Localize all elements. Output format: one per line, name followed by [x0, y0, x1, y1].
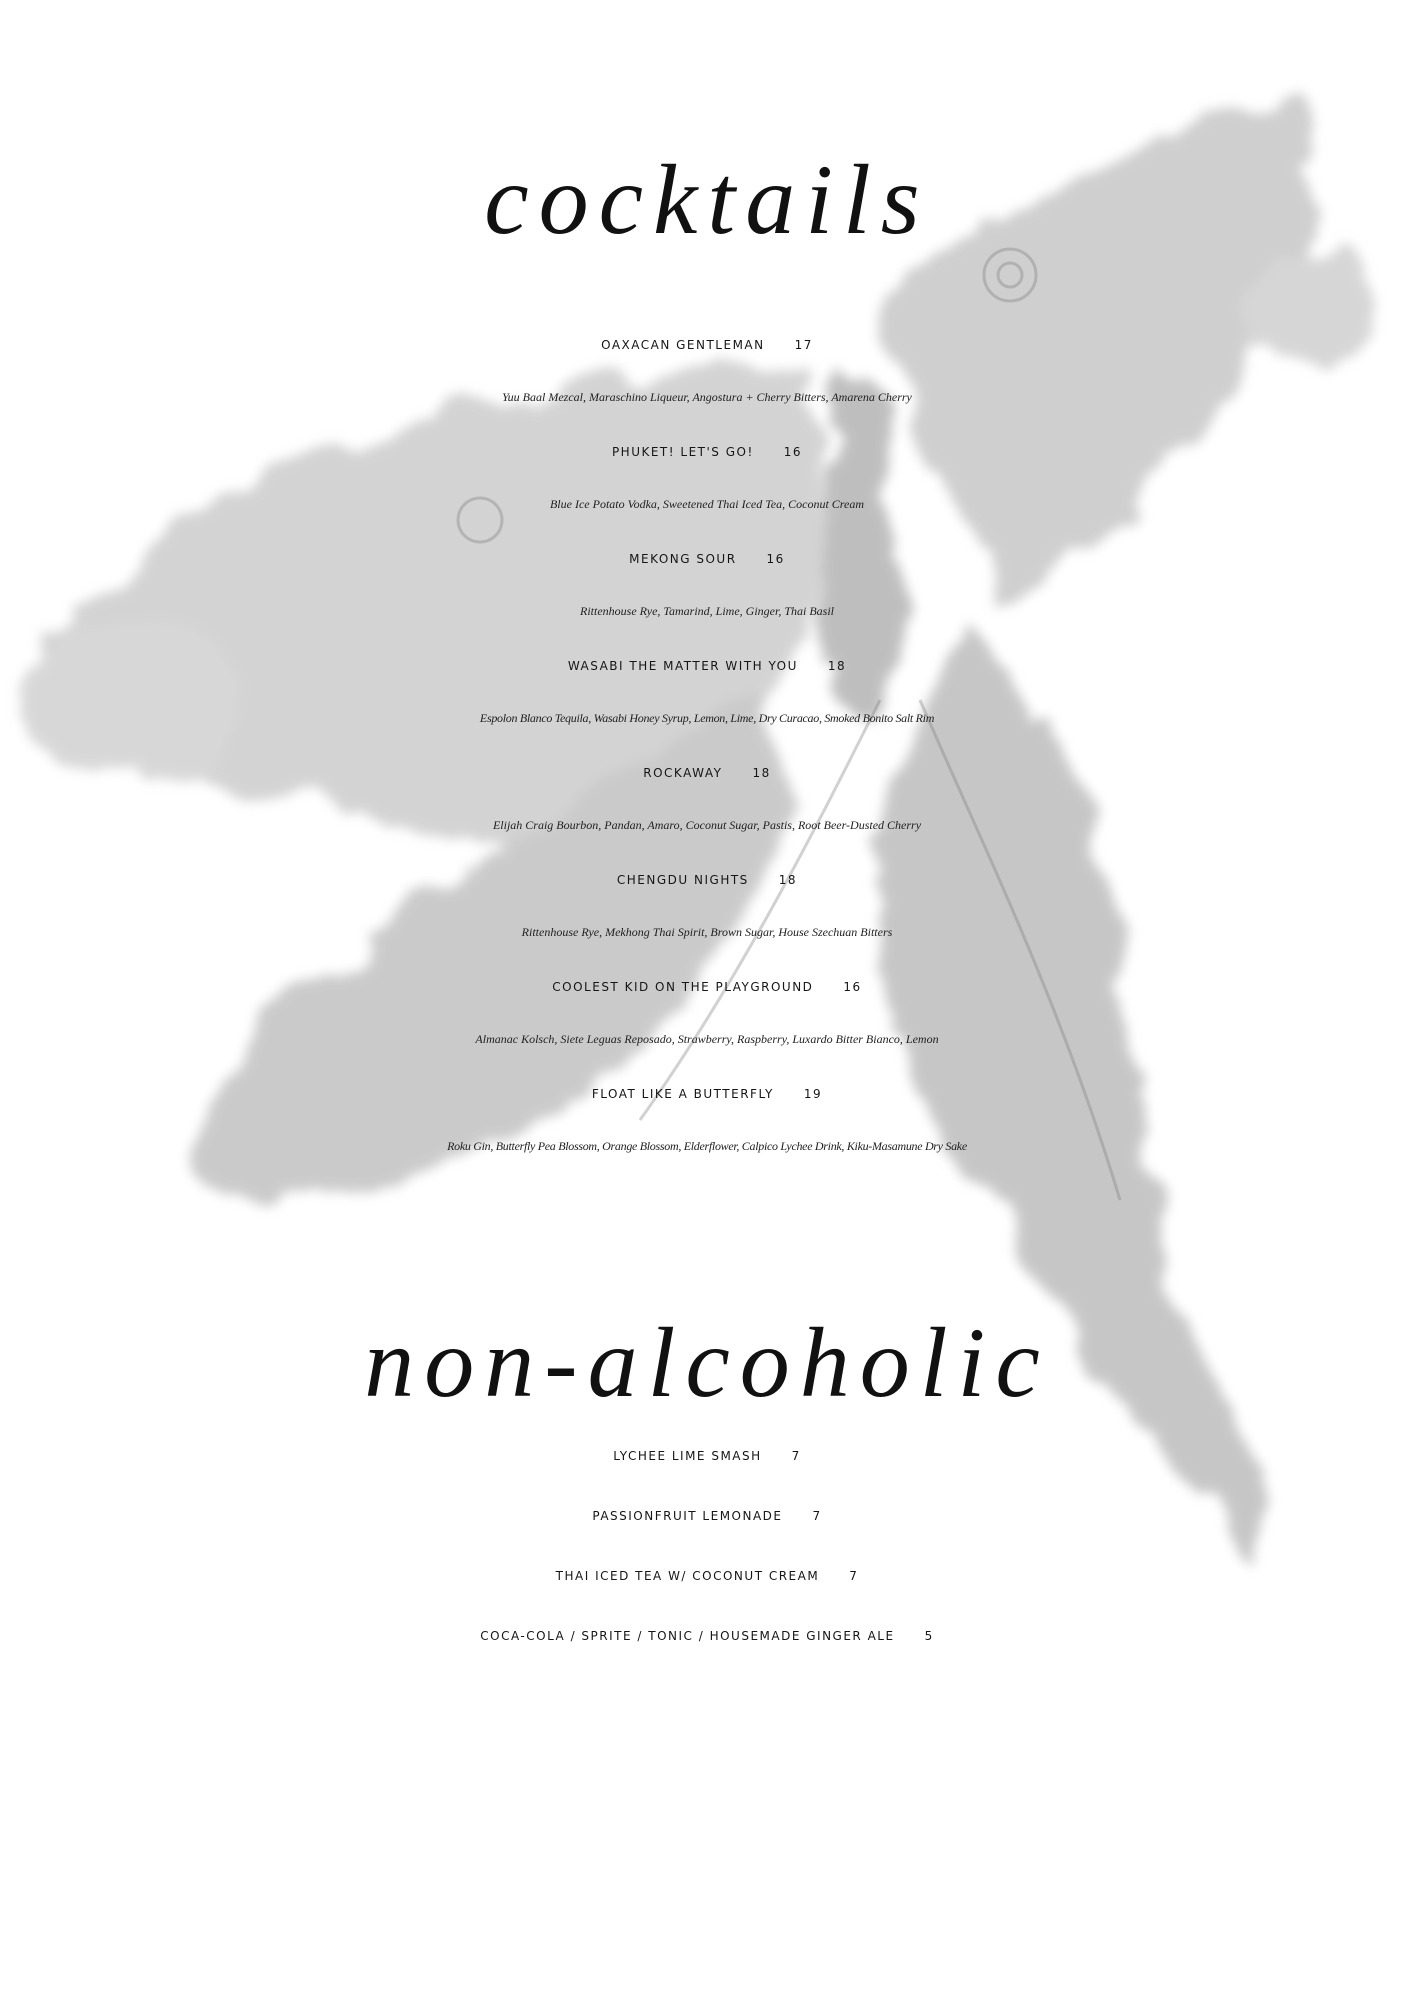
na-price: 7	[849, 1569, 859, 1583]
cocktail-price: 16	[766, 552, 785, 566]
cocktail-name: ROCKAWAY	[643, 766, 723, 780]
cocktail-name: OAXACAN GENTLEMAN	[601, 338, 765, 352]
cocktail-item	[0, 427, 1414, 534]
cocktail-name: FLOAT LIKE A BUTTERFLY	[591, 1087, 774, 1101]
cocktails-heading: cocktails	[484, 144, 930, 255]
na-price: 5	[924, 1629, 934, 1643]
cocktail-item	[0, 1069, 1414, 1176]
na-price: 7	[812, 1509, 822, 1523]
na-name: COCA-COLA / SPRITE / TONIC / HOUSEMADE GINGER ALE	[480, 1629, 895, 1643]
cocktail-name: COOLEST KID ON THE PLAYGROUND	[552, 980, 814, 994]
cocktail-price: 18	[778, 873, 798, 887]
cocktail-description: Rittenhouse Rye, Mekhong Thai Spirit, Brown Sugar, House Szechuan Bitters	[521, 925, 893, 939]
non-alcoholic-heading: non-alcoholic	[364, 1307, 1050, 1418]
na-price: 7	[791, 1449, 801, 1463]
na-name: THAI ICED TEA W/ COCONUT CREAM	[555, 1569, 820, 1583]
cocktail-description: Yuu Baal Mezcal, Maraschino Liqueur, Angostura + Cherry Bitters, Amarena Cherry	[502, 390, 912, 404]
cocktail-price: 19	[803, 1087, 823, 1101]
cocktail-item	[0, 320, 1414, 427]
cocktail-price: 18	[752, 766, 771, 780]
na-item	[0, 1546, 1414, 1606]
cocktail-description: Elijah Craig Bourbon, Pandan, Amaro, Coconut Sugar, Pastis, Root Beer-Dusted Cherry	[492, 818, 922, 832]
na-item	[0, 1606, 1414, 1666]
cocktail-item	[0, 641, 1414, 748]
cocktail-price: 17	[794, 338, 813, 352]
cocktail-description: Roku Gin, Butterfly Pea Blossom, Orange Blossom, Elderflower, Calpico Lychee Drink, Kiku-Masamune Dry Sake	[447, 1139, 967, 1153]
non-alcoholic-list	[0, 1426, 1414, 1666]
cocktail-description: Rittenhouse Rye, Tamarind, Lime, Ginger, Thai Basil	[579, 604, 834, 618]
na-name: LYCHEE LIME SMASH	[613, 1449, 762, 1463]
cocktail-item	[0, 748, 1414, 855]
cocktail-name: WASABI THE MATTER WITH YOU	[567, 659, 798, 673]
cocktail-description: Blue Ice Potato Vodka, Sweetened Thai Iced Tea, Coconut Cream	[549, 497, 865, 511]
cocktail-item	[0, 534, 1414, 641]
cocktail-name: PHUKET! LET'S GO!	[611, 445, 754, 459]
cocktail-description: Almanac Kolsch, Siete Leguas Reposado, Strawberry, Raspberry, Luxardo Bitter Bianco, Lemon	[475, 1032, 939, 1046]
cocktail-name: CHENGDU NIGHTS	[616, 873, 749, 887]
cocktail-item	[0, 855, 1414, 962]
na-name: PASSIONFRUIT LEMONADE	[592, 1509, 783, 1523]
cocktail-price: 18	[827, 659, 847, 673]
na-item	[0, 1486, 1414, 1546]
cocktail-price: 16	[783, 445, 803, 459]
na-item	[0, 1426, 1414, 1486]
cocktail-item	[0, 962, 1414, 1069]
cocktail-description: Espolon Blanco Tequila, Wasabi Honey Syrup, Lemon, Lime, Dry Curacao, Smoked Bonito Salt Rim	[479, 711, 935, 725]
cocktail-price: 16	[843, 980, 862, 994]
cocktail-list	[0, 320, 1414, 1176]
cocktail-name: MEKONG SOUR	[629, 552, 737, 566]
